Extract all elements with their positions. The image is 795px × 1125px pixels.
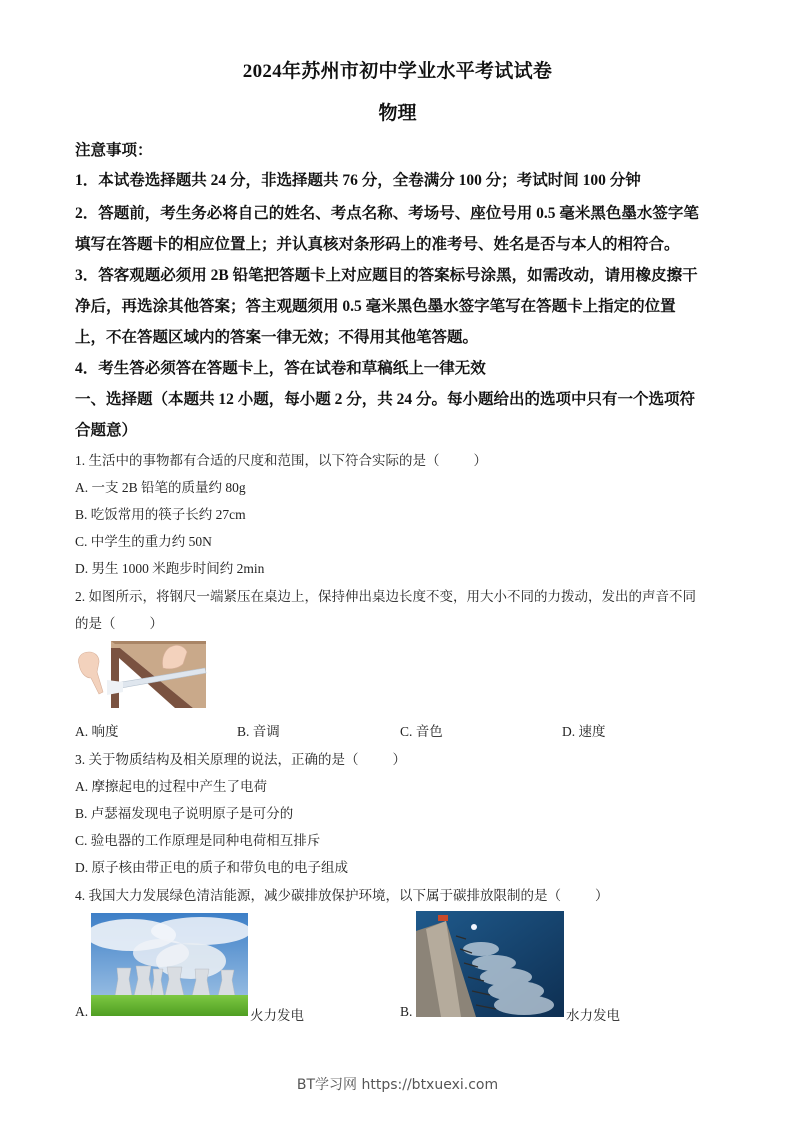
question-1-option-d: D. 男生 1000 米跑步时间约 2min	[75, 561, 265, 576]
question-3-stem	[75, 748, 406, 768]
notice-line-1: 1．本试卷选择题共 24 分，非选择题共 76 分，全卷满分 100 分；考试时间 100 分钟	[75, 172, 641, 189]
question-2-stem-cont	[75, 612, 163, 632]
question-4-option-b-caption: 水力发电	[566, 1008, 620, 1023]
question-4-option-a-caption: 火力发电	[250, 1008, 304, 1023]
notice-line-2-cont: 填写在答题卡的相应位置上；并认真核对条形码上的准考号、姓名是否与本人的相符合。	[75, 236, 680, 253]
answer-paren-close: ）	[149, 616, 163, 631]
question-1-option-a: A. 一支 2B 铅笔的质量约 80g	[75, 480, 246, 495]
notice-line-2: 2．答题前，考生务必将自己的姓名、考点名称、考场号、座位号用 0.5 毫米黑色墨水签字笔	[75, 205, 699, 222]
question-2-stem: 2. 如图所示，将钢尺一端紧压在桌边上，保持伸出桌边长度不变，用大小不同的力拨动，发出的声音不同	[75, 589, 696, 604]
question-4-stem	[75, 884, 609, 904]
question-3-option-a: A. 摩擦起电的过程中产生了电荷	[75, 779, 267, 794]
question-4-option-a-letter: A.	[75, 1004, 89, 1019]
notice-line-3: 3．答客观题必须用 2B 铅笔把答题卡上对应题目的答案标号涂黑，如需改动，请用橡皮擦干	[75, 267, 698, 284]
answer-paren-close: ）	[595, 888, 609, 903]
answer-paren-close: ）	[473, 453, 487, 468]
question-2-option-b: B. 音调	[237, 724, 280, 739]
question-2-text-cont: 的是（	[75, 616, 116, 631]
notice-line-3-cont2: 上，不在答题区域内的答案一律无效；不得用其他笔答题。	[75, 329, 479, 346]
dam-spillway-photo	[416, 911, 564, 1017]
question-2-option-c: C. 音色	[400, 724, 443, 739]
answer-paren-close: ）	[392, 752, 406, 767]
question-3-text: 3. 关于物质结构及相关原理的说法，正确的是（	[75, 752, 359, 767]
notice-line-3-cont: 净后，再选涂其他答案；答主观题须用 0.5 毫米黑色墨水签字笔写在答题卡上指定的位置	[75, 298, 676, 315]
question-2-option-a: A. 响度	[75, 724, 119, 739]
question-4-text: 4. 我国大力发展绿色清洁能源，减少碳排放保护环境，以下属于碳排放限制的是（	[75, 888, 561, 903]
exam-title: 2024年苏州市初中学业水平考试试卷	[242, 61, 553, 82]
notice-line-4: 4．考生答必须答在答题卡上，答在试卷和草稿纸上一律无效	[75, 360, 486, 377]
question-3-option-c: C. 验电器的工作原理是同种电荷相互排斥	[75, 833, 321, 848]
question-4-option-b-letter: B.	[400, 1004, 413, 1019]
question-2-option-d: D. 速度	[562, 724, 606, 739]
exam-subject: 物理	[378, 103, 417, 124]
steel-ruler-figure	[75, 638, 210, 710]
question-3-option-b: B. 卢瑟福发现电子说明原子是可分的	[75, 806, 294, 821]
watermark-footer: BT学习网 https://btxuexi.com	[296, 1077, 499, 1093]
question-1-text: 1. 生活中的事物都有合适的尺度和范围，以下符合实际的是（	[75, 453, 440, 468]
section-heading: 一、选择题（本题共 12 小题，每小题 2 分，共 24 分。每小题给出的选项中只有一个选项符	[75, 391, 696, 408]
question-1-option-c: C. 中学生的重力约 50N	[75, 534, 212, 549]
question-3-option-d: D. 原子核由带正电的质子和带负电的电子组成	[75, 860, 348, 875]
question-1-stem	[75, 449, 487, 469]
question-1-option-b: B. 吃饭常用的筷子长约 27cm	[75, 507, 246, 522]
notice-heading: 注意事项：	[75, 142, 153, 159]
section-heading-cont: 合题意）	[75, 422, 138, 439]
cooling-towers-photo	[91, 913, 248, 1016]
